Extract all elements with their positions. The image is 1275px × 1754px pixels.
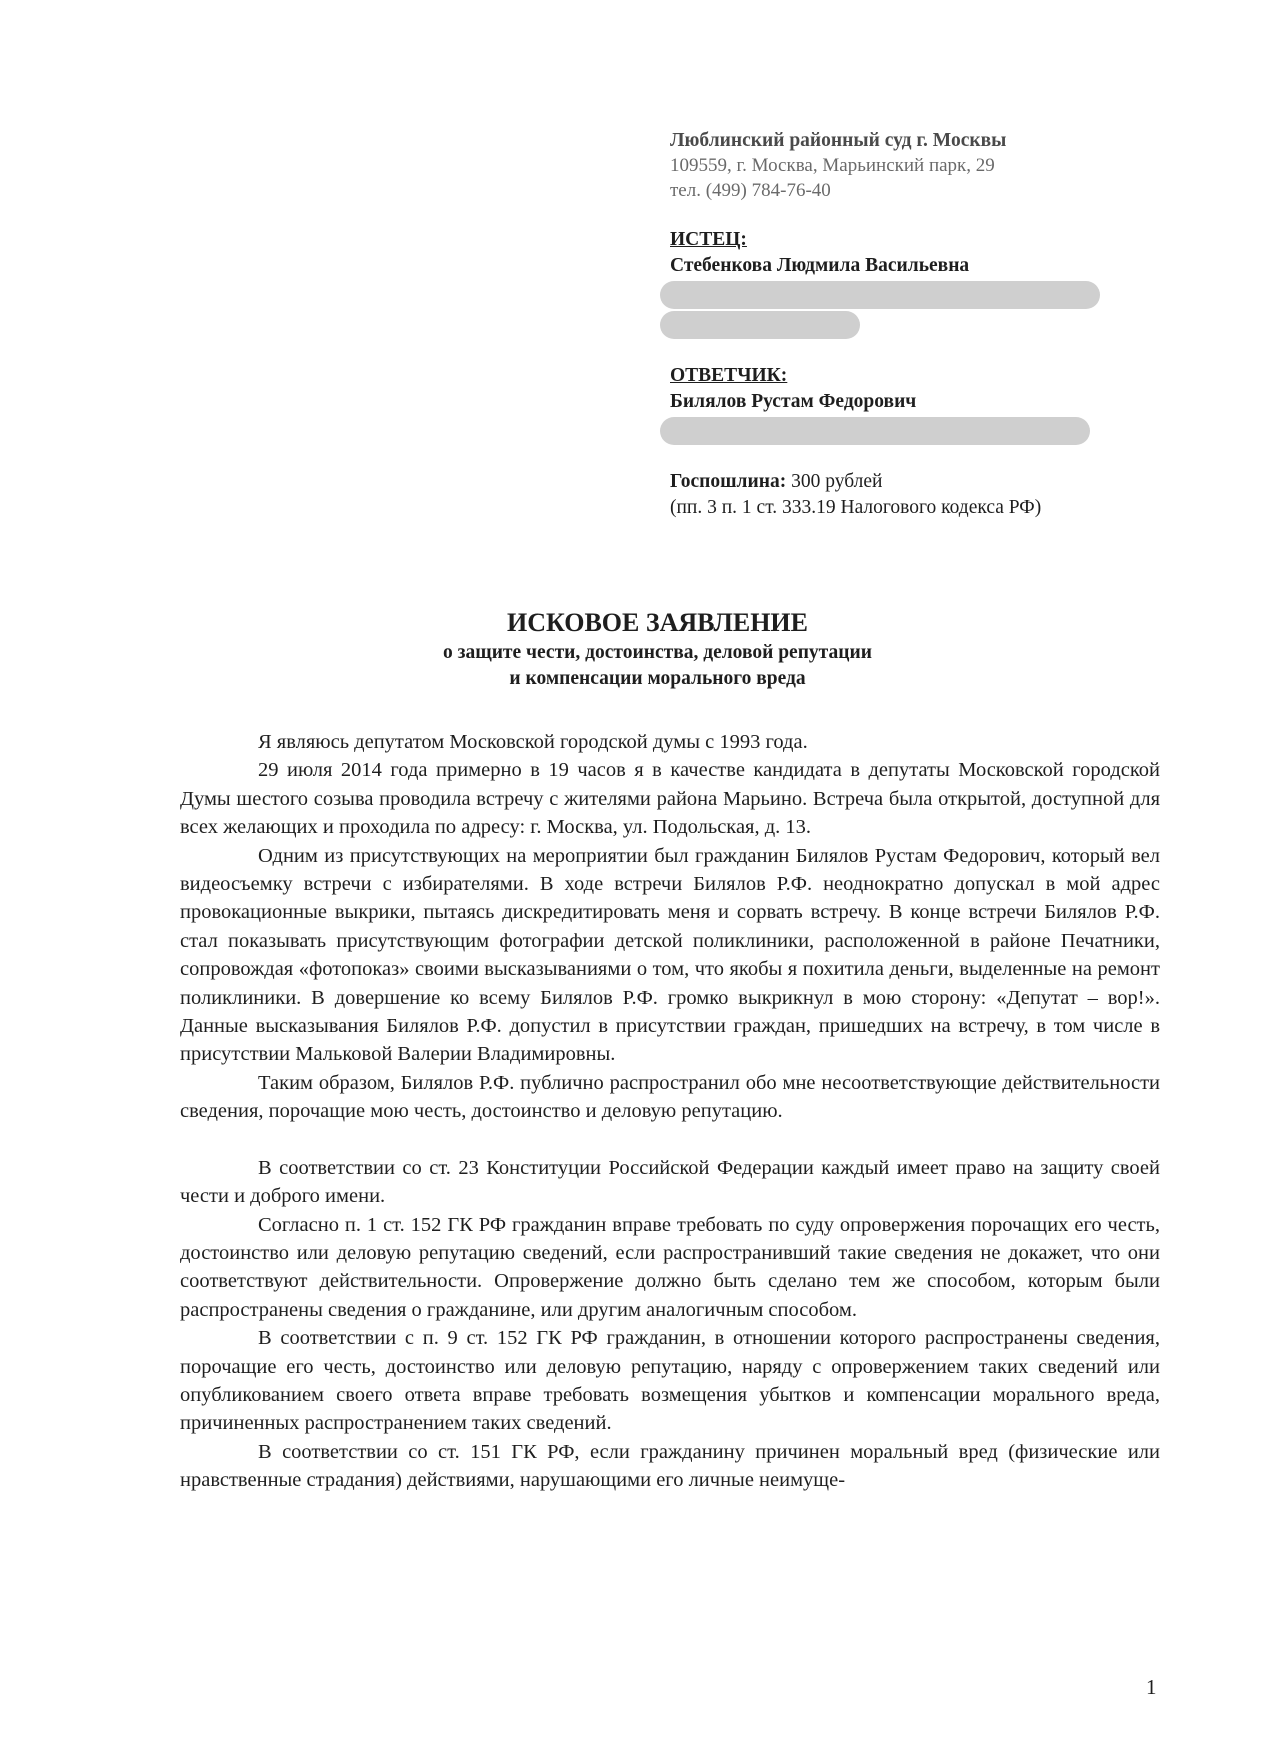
court-name: Люблинский районный суд г. Москвы <box>670 130 1007 151</box>
paragraph: Я являюсь депутатом Московской городской думы с 1993 года. <box>258 731 808 753</box>
title-block <box>0 606 1275 692</box>
document-subtitle-line-2: и компенсации морального вреда <box>509 668 806 689</box>
plaintiff-name: Стебенкова Людмила Васильевна <box>670 255 970 276</box>
paragraph: Одним из присутствующих на мероприятии был гражданин Билялов Рустам Федорович, который вел видеосъемку встречи с избирателями. В ходе встречи Билялов Р.Ф. неоднократно допускал в мой адрес провокационные выкрики, пытаясь дискредитировать меня и сорвать встречу. В конце встречи Билялов Р.Ф. стал показывать присутствующим фотографии детской поликлиники, расположенной в районе Печатники, сопровождая «фотопоказ» своими высказываниями о том, что якобы я похитила деньги, выделенные на ремонт поликлиники. В довершение ко всему Билялов Р.Ф. громко выкрикнул в мою сторону: «Депутат – вор!». Данные высказывания Билялов Р.Ф. допустил в присутствии граждан, пришедших на встречу, в том числе в присутствии Мальковой Валерии Владимировны. <box>180 844 1160 1066</box>
document-body <box>180 728 1160 1495</box>
redacted-block <box>660 281 1100 309</box>
paragraph: В соответствии со ст. 151 ГК РФ, если гражданину причинен моральный вред (физические или нравственные страдания) действиями, нарушающими его личные неимуще- <box>180 1440 1160 1492</box>
state-fee-value: 300 рублей <box>791 471 883 492</box>
plaintiff-label: ИСТЕЦ: <box>670 229 747 250</box>
defendant-name: Билялов Рустам Федорович <box>670 391 917 412</box>
document-title: ИСКОВОЕ ЗАЯВЛЕНИЕ <box>507 608 808 637</box>
state-fee-basis: (пп. 3 п. 1 ст. 333.19 Налогового кодекса РФ) <box>670 497 1042 518</box>
document-header <box>670 128 1170 521</box>
paragraph: В соответствии со ст. 23 Конституции Российской Федерации каждый имеет право на защиту своей чести и доброго имени. <box>180 1156 1160 1208</box>
document-subtitle-line-1: о защите чести, достоинства, деловой репутации <box>443 642 872 663</box>
redacted-block <box>660 311 860 339</box>
paragraph: Согласно п. 1 ст. 152 ГК РФ гражданин вправе требовать по суду опровержения порочащих его честь, достоинство или деловую репутацию сведений, если распространивший такие сведения не докажет, что они соответствуют действительности. Опровержение должно быть сделано тем же способом, которым были распространены сведения о гражданине, или другим аналогичным способом. <box>180 1213 1160 1321</box>
paragraph: 29 июля 2014 года примерно в 19 часов я в качестве кандидата в депутаты Московской городской Думы шестого созыва проводила встречу с жителями района Марьино. Встреча была открытой, доступной для всех желающих и проходила по адресу: г. Москва, ул. Подольская, д. 13. <box>180 759 1160 839</box>
page-number: 1 <box>1146 1675 1157 1699</box>
redacted-block <box>660 417 1090 445</box>
paragraph: В соответствии с п. 9 ст. 152 ГК РФ гражданин, в отношении которого распространены сведения, порочащие его честь, достоинство или деловую репутацию, наряду с опровержением таких сведений или опубликованием своего ответа вправе требовать возмещения убытков и компенсации морального вреда, причиненных распространением таких сведений. <box>180 1327 1160 1435</box>
state-fee <box>670 469 1170 495</box>
court-phone: тел. (499) 784-76-40 <box>670 180 831 201</box>
court-address: 109559, г. Москва, Марьинский парк, 29 <box>670 155 995 176</box>
paragraph: Таким образом, Билялов Р.Ф. публично распространил обо мне несоответствующие действительности сведения, порочащие мою честь, достоинство и деловую репутацию. <box>180 1071 1160 1123</box>
state-fee-label: Госпошлина: <box>670 471 787 492</box>
defendant-label: ОТВЕТЧИК: <box>670 365 788 386</box>
